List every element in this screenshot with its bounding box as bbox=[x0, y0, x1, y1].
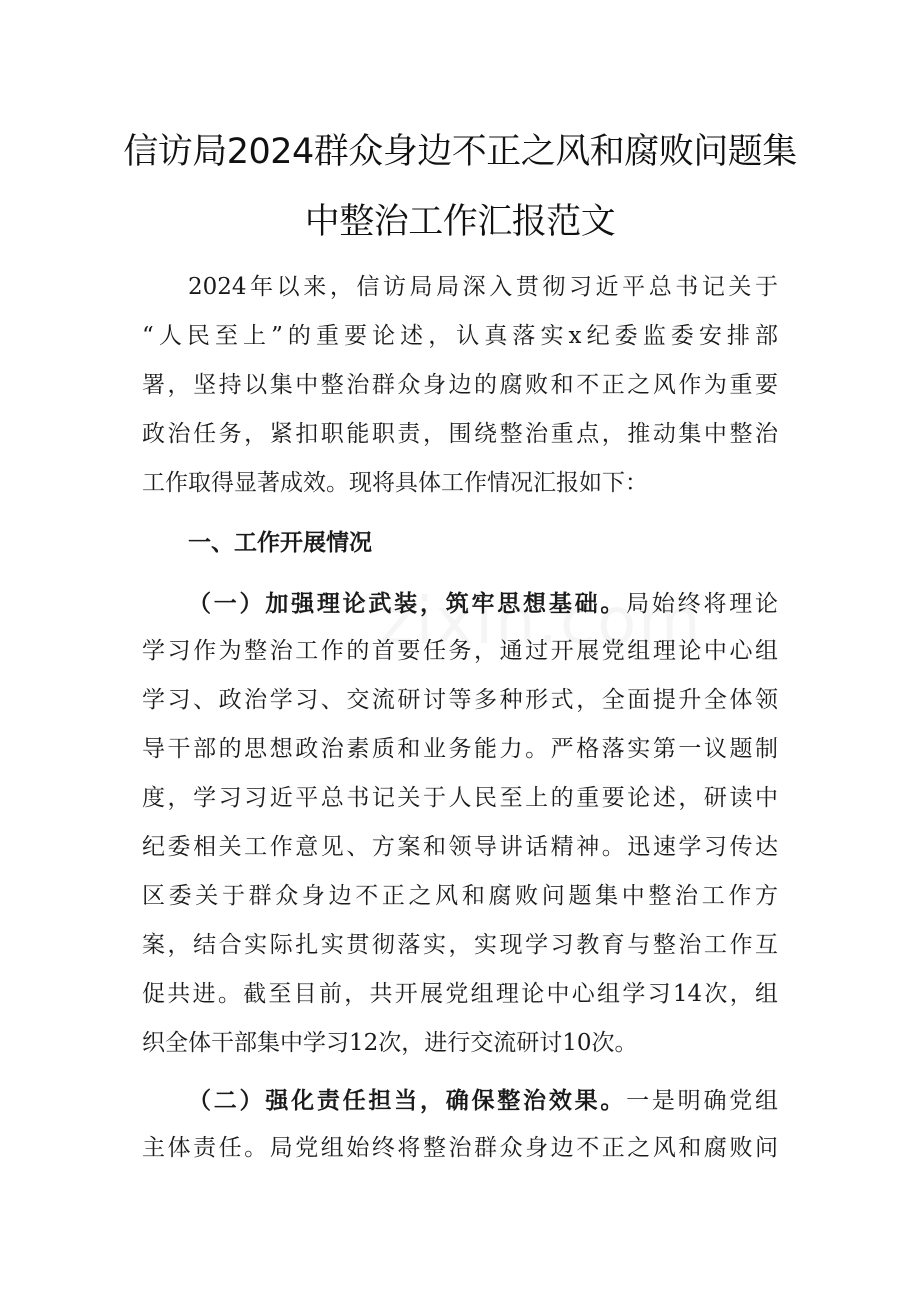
paragraph-1-line: 区委关于群众身边不正之风和腐败问题集中整治工作方 bbox=[142, 883, 778, 909]
intro-line: “人民至上”的重要论述，认真落实x纪委监委安排部 bbox=[142, 323, 778, 349]
intro-line: 政治任务，紧扣职能职责，围绕整治重点，推动集中整治 bbox=[142, 421, 778, 447]
document-title-line-1: 信访局2024群众身边不正之风和腐败问题集 bbox=[123, 132, 797, 172]
paragraph-1-line: 学习、政治学习、交流研讨等多种形式，全面提升全体领 bbox=[142, 687, 778, 713]
paragraph-1-first-line bbox=[188, 589, 778, 619]
paragraph-2-lead-text: 一是明确党组 bbox=[626, 1088, 778, 1114]
paragraph-1-line: 度，学习习近平总书记关于人民至上的重要论述，研读中 bbox=[142, 785, 778, 811]
section-heading: 一、工作开展情况 bbox=[188, 529, 372, 556]
document-title-line-2: 中整治工作汇报范文 bbox=[304, 202, 616, 242]
intro-line: 工作取得显著成效。现将具体工作情况汇报如下： bbox=[142, 470, 648, 496]
paragraph-2-line: 主体责任。局党组始终将整治群众身边不正之风和腐败问 bbox=[142, 1135, 778, 1161]
paragraph-2-first-line bbox=[188, 1086, 778, 1116]
paragraph-1-line: 织全体干部集中学习12次，进行交流研讨10次。 bbox=[142, 1030, 638, 1056]
paragraph-1-line: 案，结合实际扎实贯彻落实，实现学习教育与整治工作互 bbox=[142, 932, 778, 958]
paragraph-1-lead-text: 局始终将理论 bbox=[626, 591, 778, 617]
paragraph-1-line: 导干部的思想政治素质和业务能力。严格落实第一议题制 bbox=[142, 736, 778, 762]
paragraph-1-line: 纪委相关工作意见、方案和领导讲话精神。迅速学习传达 bbox=[142, 834, 778, 860]
intro-line: 署，坚持以集中整治群众身边的腐败和不正之风作为重要 bbox=[142, 372, 778, 398]
intro-line: 2024年以来，信访局局深入贯彻习近平总书记关于 bbox=[188, 274, 778, 300]
paragraph-1-line: 促共进。截至目前，共开展党组理论中心组学习14次，组 bbox=[142, 981, 778, 1007]
paragraph-1-line: 学习作为整治工作的首要任务，通过开展党组理论中心组 bbox=[142, 638, 778, 664]
paragraph-1-heading: （一）加强理论武装，筑牢思想基础。 bbox=[188, 590, 627, 617]
paragraph-2-heading: （二）强化责任担当，确保整治效果。 bbox=[188, 1087, 627, 1114]
